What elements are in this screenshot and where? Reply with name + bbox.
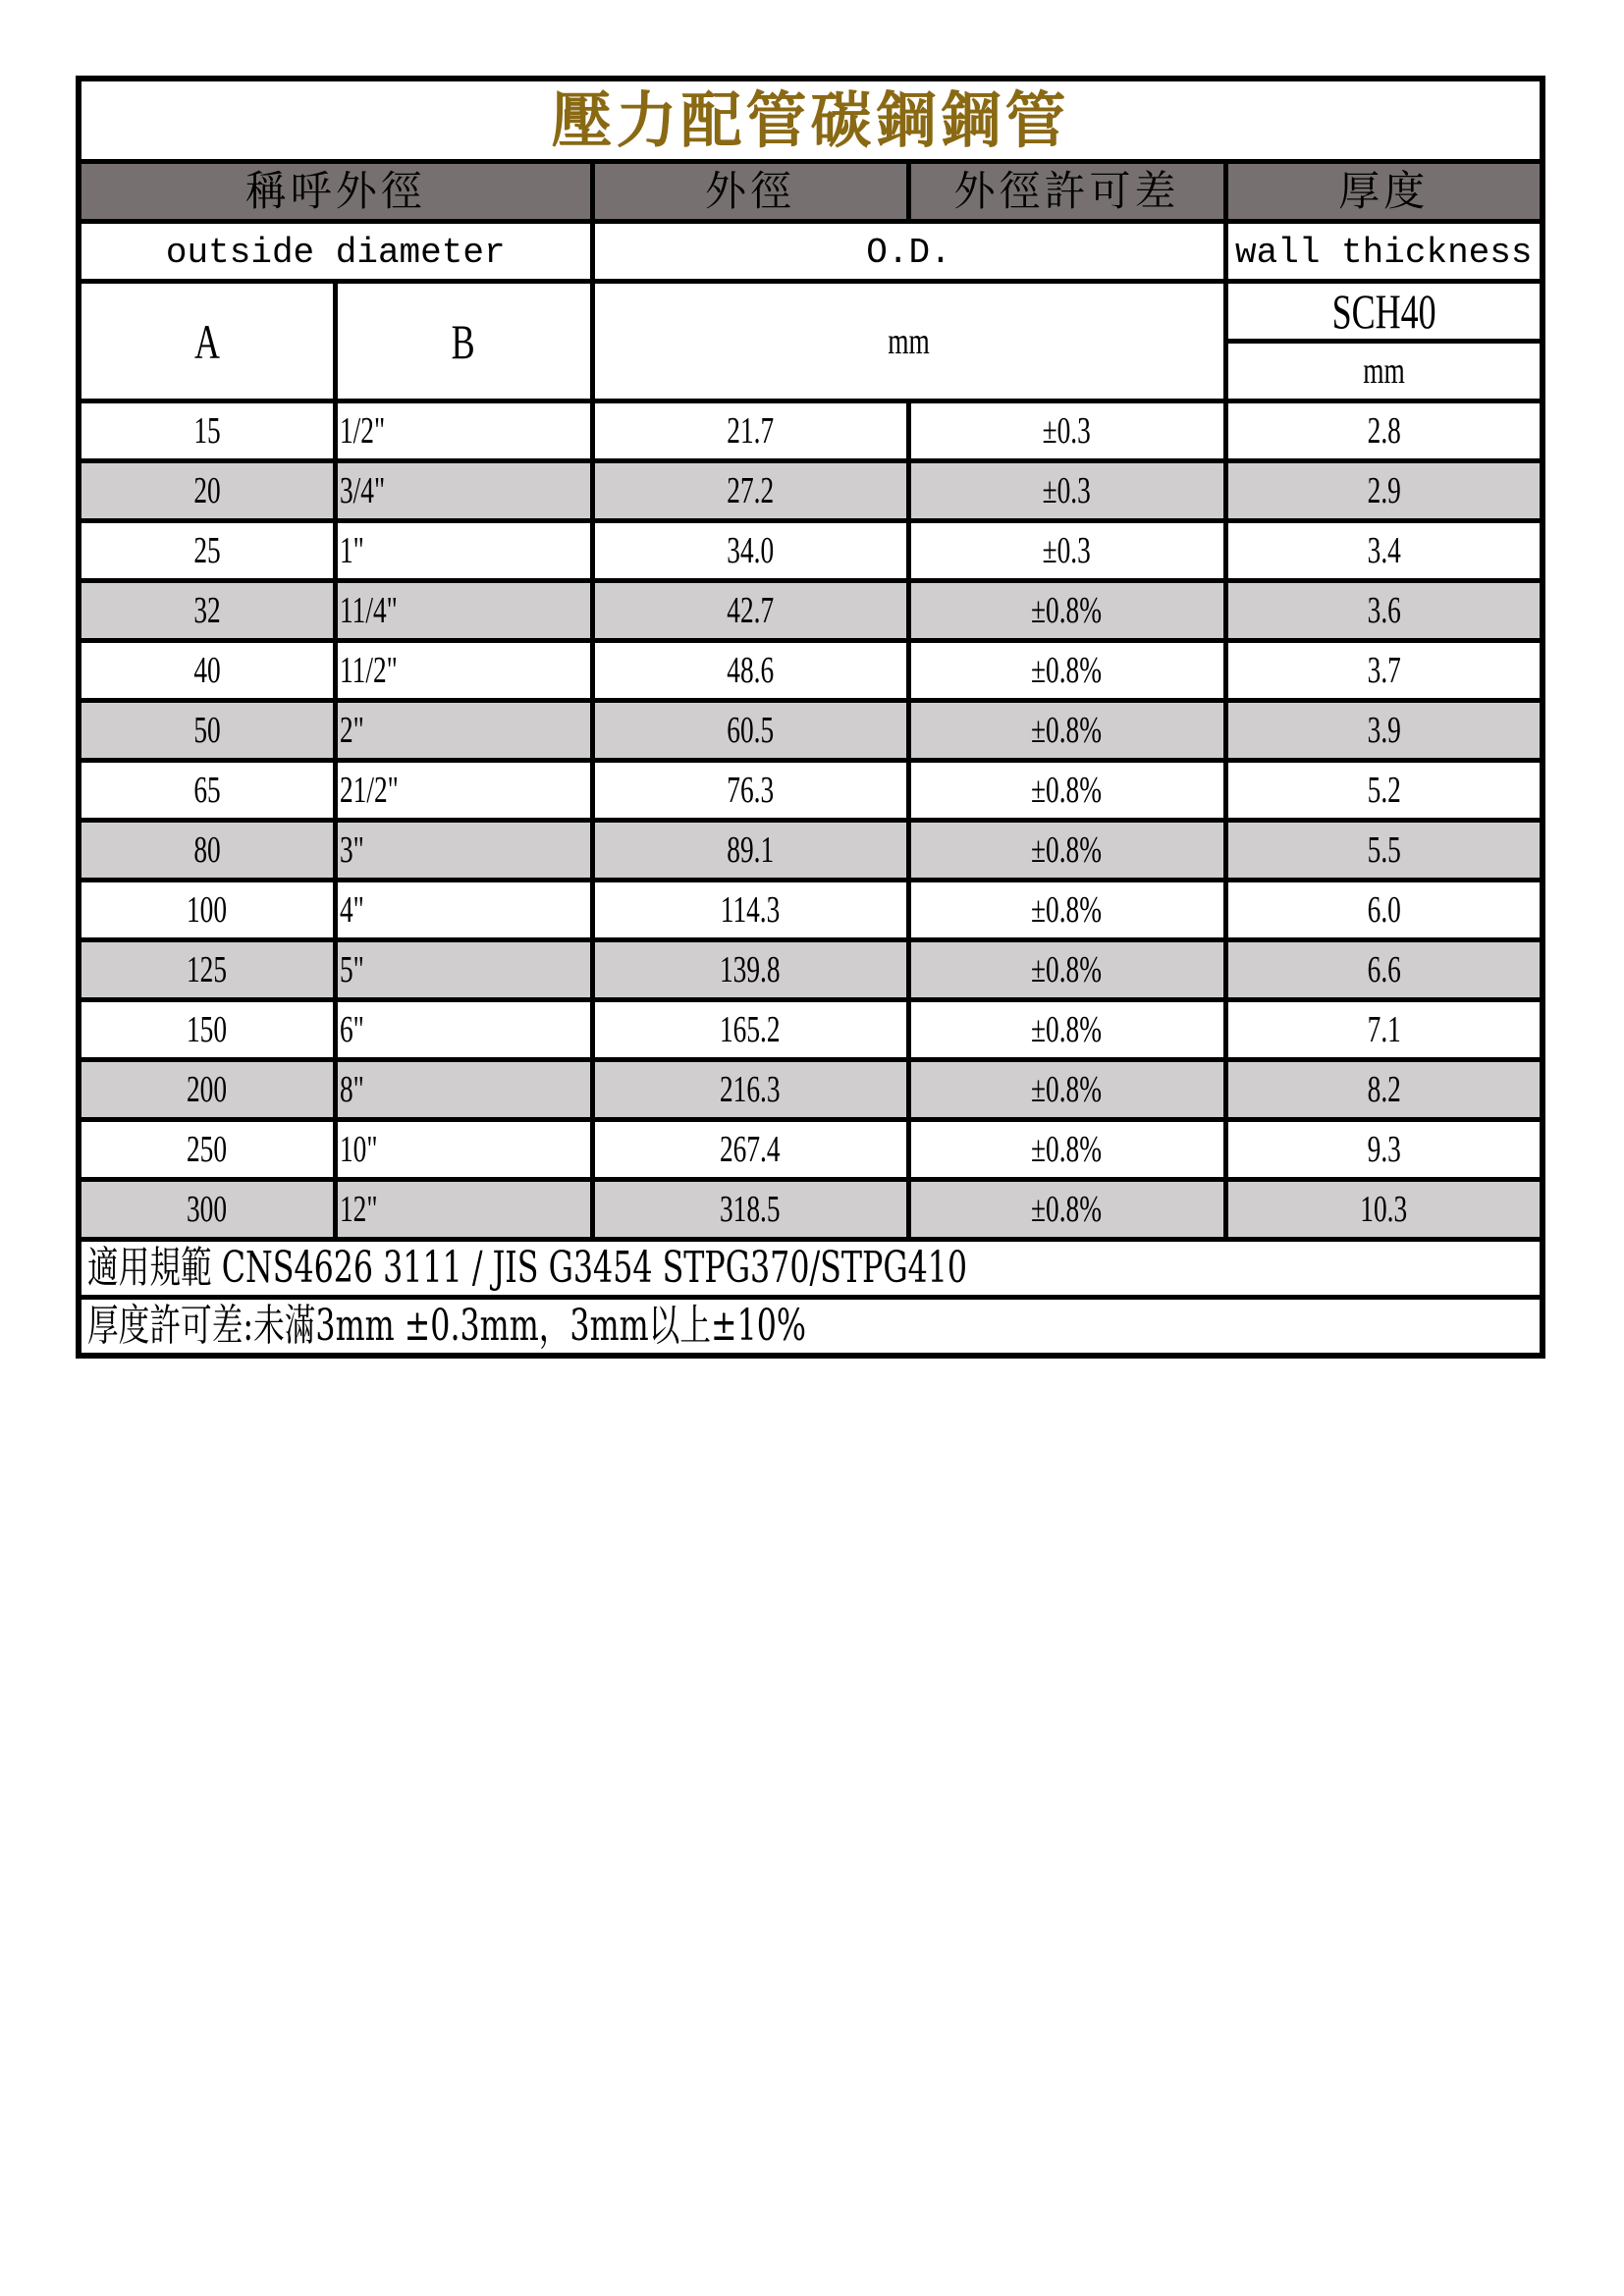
value-b: 11/2" <box>339 650 398 691</box>
cell-tolerance <box>908 581 1225 641</box>
cell-tolerance <box>908 521 1225 581</box>
value-od: 114.3 <box>720 889 781 931</box>
cell-tolerance <box>908 1180 1225 1240</box>
cell-tolerance <box>908 1000 1225 1060</box>
value-tolerance: ±0.8% <box>1031 829 1103 871</box>
value-a: 250 <box>187 1129 228 1170</box>
cell-od <box>592 581 908 641</box>
cell-thickness <box>1225 701 1543 761</box>
cell-b <box>335 761 592 821</box>
page-title: 壓力配管碳鋼鋼管 <box>79 79 1543 162</box>
cell-tolerance <box>908 1120 1225 1180</box>
header-col-b-cell <box>335 282 592 401</box>
value-thickness: 2.9 <box>1367 470 1401 511</box>
thickness-tolerance-note: 厚度許可差:未滿3mm ±0.3mm，3mm以上±10% <box>87 1301 806 1351</box>
value-tolerance: ±0.8% <box>1031 770 1103 811</box>
cell-b <box>335 401 592 461</box>
header-schedule-cell <box>1225 282 1543 342</box>
cell-thickness <box>1225 1120 1543 1180</box>
cell-b <box>335 821 592 881</box>
value-b: 10" <box>339 1129 378 1170</box>
title-row <box>79 79 1543 162</box>
cell-thickness <box>1225 761 1543 821</box>
header-od-tolerance: 外徑許可差 <box>908 162 1225 222</box>
cell-a <box>79 821 335 881</box>
cell-thickness <box>1225 940 1543 1000</box>
table-row <box>79 881 1543 940</box>
value-od: 21.7 <box>727 410 774 452</box>
value-tolerance: ±0.8% <box>1031 1189 1103 1230</box>
value-thickness: 7.1 <box>1367 1009 1401 1050</box>
cell-a <box>79 881 335 940</box>
value-tolerance: ±0.3 <box>1042 530 1092 571</box>
header-en-od-cell <box>592 222 1225 282</box>
header-en-nominal-cell <box>79 222 592 282</box>
value-b: 3/4" <box>339 470 385 511</box>
value-od: 216.3 <box>720 1069 781 1110</box>
value-thickness: 6.0 <box>1367 889 1401 931</box>
value-od: 76.3 <box>727 770 774 811</box>
value-thickness: 8.2 <box>1367 1069 1401 1110</box>
cell-a <box>79 401 335 461</box>
header-col-a: A <box>193 313 220 369</box>
cell-b <box>335 521 592 581</box>
cell-od <box>592 701 908 761</box>
value-a: 32 <box>193 590 221 631</box>
table-row <box>79 401 1543 461</box>
value-b: 3" <box>339 829 364 871</box>
cell-od <box>592 1180 908 1240</box>
cell-a <box>79 1060 335 1120</box>
header-en-thickness: wall thickness <box>1235 233 1533 273</box>
cell-b <box>335 701 592 761</box>
cell-b <box>335 1060 592 1120</box>
cell-tolerance <box>908 821 1225 881</box>
cell-thickness <box>1225 521 1543 581</box>
cell-b <box>335 641 592 701</box>
cell-thickness <box>1225 1000 1543 1060</box>
spec-sheet <box>76 76 1540 1456</box>
value-a: 100 <box>187 889 228 931</box>
cell-b <box>335 940 592 1000</box>
cell-b <box>335 1000 592 1060</box>
value-b: 21/2" <box>339 770 399 811</box>
table-row <box>79 761 1543 821</box>
cell-a <box>79 581 335 641</box>
value-b: 5" <box>339 949 364 990</box>
value-thickness: 2.8 <box>1367 410 1401 452</box>
value-tolerance: ±0.8% <box>1031 1129 1103 1170</box>
standard-row <box>79 1240 1543 1298</box>
value-a: 50 <box>193 710 221 751</box>
cell-thickness <box>1225 1180 1543 1240</box>
applicable-standard-cell <box>79 1240 1543 1298</box>
pipe-spec-table <box>76 76 1545 1359</box>
header-row-units-top <box>79 282 1543 342</box>
cell-tolerance <box>908 1060 1225 1120</box>
cell-thickness <box>1225 581 1543 641</box>
value-od: 267.4 <box>720 1129 781 1170</box>
value-tolerance: ±0.8% <box>1031 949 1103 990</box>
header-en-od: O.D. <box>866 233 951 273</box>
cell-a <box>79 761 335 821</box>
cell-thickness <box>1225 1060 1543 1120</box>
cell-thickness <box>1225 641 1543 701</box>
thickness-tolerance-row <box>79 1298 1543 1357</box>
cell-od <box>592 1000 908 1060</box>
cell-tolerance <box>908 701 1225 761</box>
value-a: 40 <box>193 650 221 691</box>
cell-tolerance <box>908 761 1225 821</box>
cell-a <box>79 521 335 581</box>
value-a: 125 <box>187 949 228 990</box>
value-b: 2" <box>339 710 364 751</box>
cell-od <box>592 1120 908 1180</box>
header-row-chinese <box>79 162 1543 222</box>
cell-thickness <box>1225 881 1543 940</box>
cell-a <box>79 940 335 1000</box>
value-a: 300 <box>187 1189 228 1230</box>
table-row <box>79 940 1543 1000</box>
value-thickness: 5.2 <box>1367 770 1401 811</box>
value-b: 8" <box>339 1069 364 1110</box>
value-b: 12" <box>339 1189 378 1230</box>
table-row <box>79 1180 1543 1240</box>
cell-a <box>79 461 335 521</box>
value-od: 165.2 <box>720 1009 781 1050</box>
value-tolerance: ±0.8% <box>1031 889 1103 931</box>
value-b: 4" <box>339 889 364 931</box>
cell-od <box>592 401 908 461</box>
cell-a <box>79 1180 335 1240</box>
value-thickness: 3.9 <box>1367 710 1401 751</box>
cell-od <box>592 881 908 940</box>
header-row-english <box>79 222 1543 282</box>
header-outside-diameter: 外徑 <box>592 162 908 222</box>
header-thickness-unit: mm <box>1362 350 1405 392</box>
header-thickness-unit-cell <box>1225 342 1543 401</box>
value-a: 80 <box>193 829 221 871</box>
cell-od <box>592 641 908 701</box>
applicable-standard: 適用規範 CNS4626 3111 / JIS G3454 STPG370/STPG410 <box>87 1243 968 1293</box>
value-thickness: 3.4 <box>1367 530 1401 571</box>
value-b: 1" <box>339 530 364 571</box>
cell-a <box>79 1000 335 1060</box>
value-tolerance: ±0.3 <box>1042 410 1092 452</box>
header-schedule: SCH40 <box>1331 284 1436 339</box>
value-od: 48.6 <box>727 650 774 691</box>
cell-od <box>592 461 908 521</box>
value-od: 42.7 <box>727 590 774 631</box>
value-thickness: 3.6 <box>1367 590 1401 631</box>
value-thickness: 6.6 <box>1367 949 1401 990</box>
value-od: 89.1 <box>727 829 774 871</box>
cell-thickness <box>1225 401 1543 461</box>
value-b: 6" <box>339 1009 364 1050</box>
cell-tolerance <box>908 461 1225 521</box>
value-od: 318.5 <box>720 1189 781 1230</box>
cell-b <box>335 1120 592 1180</box>
value-thickness: 9.3 <box>1367 1129 1401 1170</box>
value-tolerance: ±0.8% <box>1031 590 1103 631</box>
cell-od <box>592 821 908 881</box>
value-thickness: 3.7 <box>1367 650 1401 691</box>
value-thickness: 10.3 <box>1360 1189 1408 1230</box>
cell-a <box>79 641 335 701</box>
header-od-unit-cell <box>592 282 1225 401</box>
cell-b <box>335 461 592 521</box>
header-thickness: 厚度 <box>1225 162 1543 222</box>
table-row <box>79 521 1543 581</box>
value-od: 139.8 <box>720 949 781 990</box>
cell-od <box>592 521 908 581</box>
value-a: 15 <box>193 410 221 452</box>
value-tolerance: ±0.8% <box>1031 650 1103 691</box>
cell-od <box>592 761 908 821</box>
table-row <box>79 1000 1543 1060</box>
thickness-tolerance-cell <box>79 1298 1543 1357</box>
cell-b <box>335 881 592 940</box>
cell-thickness <box>1225 821 1543 881</box>
table-row <box>79 1120 1543 1180</box>
value-od: 34.0 <box>727 530 774 571</box>
header-en-thickness-cell <box>1225 222 1543 282</box>
header-nominal-diameter: 稱呼外徑 <box>79 162 592 222</box>
value-tolerance: ±0.3 <box>1042 470 1092 511</box>
value-b: 11/4" <box>339 590 398 631</box>
header-col-b: B <box>451 313 476 369</box>
value-a: 65 <box>193 770 221 811</box>
cell-tolerance <box>908 641 1225 701</box>
header-col-a-cell <box>79 282 335 401</box>
table-row <box>79 641 1543 701</box>
table-row <box>79 821 1543 881</box>
cell-a <box>79 701 335 761</box>
cell-b <box>335 1180 592 1240</box>
value-tolerance: ±0.8% <box>1031 1069 1103 1110</box>
value-a: 150 <box>187 1009 228 1050</box>
table-row <box>79 461 1543 521</box>
value-a: 25 <box>193 530 221 571</box>
value-a: 200 <box>187 1069 228 1110</box>
cell-b <box>335 581 592 641</box>
cell-thickness <box>1225 461 1543 521</box>
cell-tolerance <box>908 881 1225 940</box>
value-tolerance: ±0.8% <box>1031 710 1103 751</box>
value-a: 20 <box>193 470 221 511</box>
header-en-nominal: outside diameter <box>165 233 506 273</box>
value-b: 1/2" <box>339 410 385 452</box>
table-row <box>79 701 1543 761</box>
value-od: 27.2 <box>727 470 774 511</box>
value-tolerance: ±0.8% <box>1031 1009 1103 1050</box>
cell-tolerance <box>908 401 1225 461</box>
cell-tolerance <box>908 940 1225 1000</box>
table-row <box>79 581 1543 641</box>
table-row <box>79 1060 1543 1120</box>
cell-od <box>592 1060 908 1120</box>
value-od: 60.5 <box>727 710 774 751</box>
value-thickness: 5.5 <box>1367 829 1401 871</box>
cell-a <box>79 1120 335 1180</box>
cell-od <box>592 940 908 1000</box>
header-od-unit: mm <box>888 320 930 362</box>
